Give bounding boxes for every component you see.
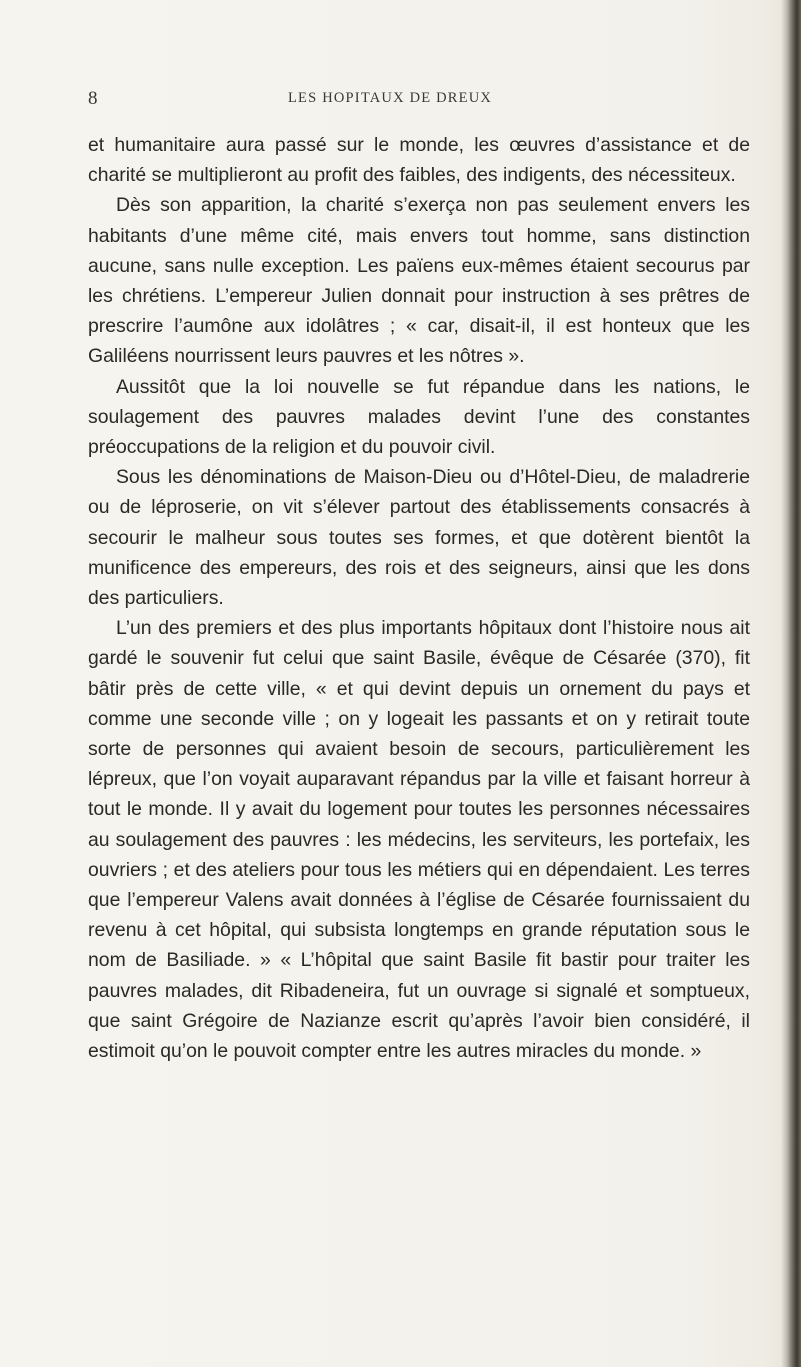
running-title: LES HOPITAUX DE DREUX (288, 90, 493, 106)
paragraph-5: L’un des premiers et des plus importants hôpitaux dont l’histoire nous ait gardé le souvenir fut celui que saint Basile, évêque de Césarée (370), fit bâtir près de cette ville, « et qui devint depuis un ornement du pays et comme une seconde ville ; on y logeait les passants et on y retirait toute sorte de personnes qui avaient besoin de secours, particulièrement les lépreux, que l’on voyait auparavant répandus par la ville et faisant horreur à tout le monde. Il y avait du logement pour toutes les personnes nécessaires au soulagement des pauvres : les médecins, les serviteurs, les portefaix, les ouvriers ; et des ateliers pour tous les métiers qui en dépendaient. Les terres que l’empereur Valens avait données à l’église de Césarée fournissaient du revenu à cet hôpital, qui subsista longtemps en grande réputation sous le nom de Basiliade. » « L’hôpital que saint Basile fit bastir pour traiter les pauvres malades, dit Ribadeneira, fut un ouvrage si signalé et somptueux, que saint Grégoire de Nazianze escrit qu’après l’avoir bien considéré, il estimoit qu’on le pouvoit compter entre les autres miracles du monde. » (88, 617, 750, 1063)
body-text (88, 130, 750, 1066)
page-number: 8 (88, 88, 98, 109)
paragraph-3: Aussitôt que la loi nouvelle se fut répandue dans les nations, le soulagement des pauvres malades devint l’une des constantes préoccupations de la religion et du pouvoir civil. (88, 375, 750, 459)
paragraph-4: Sous les dénominations de Maison-Dieu ou d’Hôtel-Dieu, de maladrerie ou de léproserie, on vit s’élever partout des établissements consacrés à secourir le malheur sous toutes ses formes, et que dotèrent bientôt la munificence des empereurs, des rois et des seigneurs, ainsi que les dons des particuliers. (88, 466, 750, 610)
page-edge-shadow (787, 0, 801, 1367)
page-header (88, 88, 748, 116)
paragraph-1: et humanitaire aura passé sur le monde, les œuvres d’assistance et de charité se multiplieront au profit des faibles, des indigents, des nécessiteux. (88, 134, 750, 187)
paragraph-2: Dès son apparition, la charité s’exerça non pas seulement envers les habitants d’une même cité, mais envers tout homme, sans distinction aucune, sans nulle exception. Les païens eux-mêmes étaient secourus par les chrétiens. L’empereur Julien donnait pour instruction à ses prêtres de prescrire l’aumône aux idolâtres ; « car, disait-il, il est honteux que les Galiléens nourrissent leurs pauvres et les nôtres ». (88, 194, 750, 368)
